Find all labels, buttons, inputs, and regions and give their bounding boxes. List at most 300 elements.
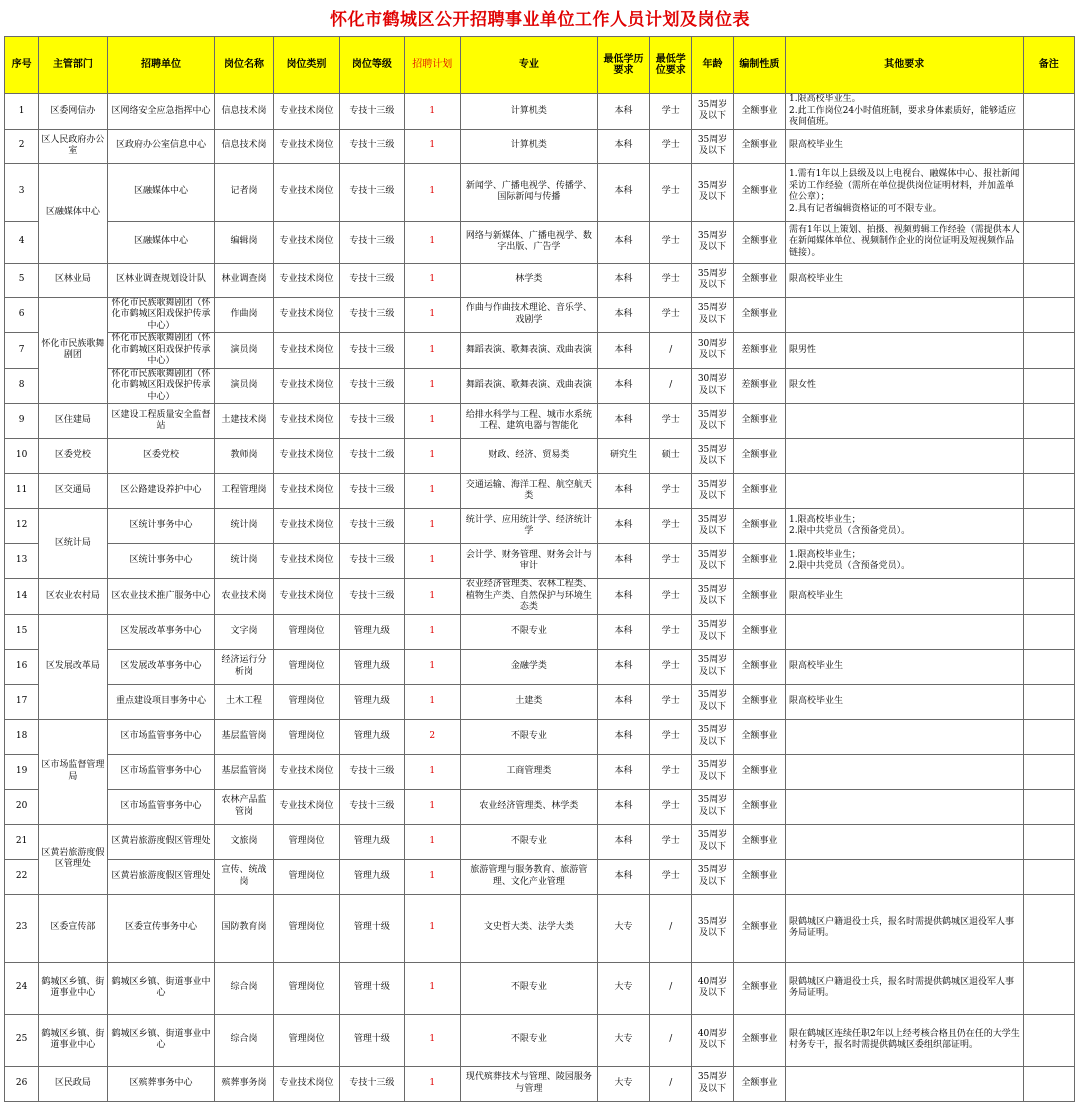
note-cell	[1023, 544, 1074, 579]
major-cell: 林学类	[460, 263, 597, 297]
nature-cell: 差额事业	[733, 333, 785, 369]
unit-cell: 区市场监管事务中心	[107, 754, 215, 789]
unit-cell: 重点建设项目事务中心	[107, 684, 215, 719]
post-cell: 土建技术岗	[215, 404, 273, 439]
plan-cell: 1	[404, 789, 460, 824]
post-cell: 统计岗	[215, 509, 273, 544]
type-cell: 管理岗位	[273, 1014, 339, 1066]
age-cell: 30周岁及以下	[692, 333, 733, 369]
nature-cell: 全额事业	[733, 94, 785, 130]
type-cell: 专业技术岗位	[273, 263, 339, 297]
age-cell: 35周岁及以下	[692, 789, 733, 824]
department-cell: 区委党校	[39, 439, 107, 474]
nature-cell: 全额事业	[733, 754, 785, 789]
post-cell: 编辑岗	[215, 221, 273, 263]
note-cell	[1023, 439, 1074, 474]
department-cell: 区人民政府办公室	[39, 129, 107, 163]
table-row	[5, 221, 1075, 263]
plan-cell: 1	[404, 614, 460, 649]
major-cell: 现代殡葬技术与管理、陵园服务与管理	[460, 1066, 597, 1101]
row-number-cell: 7	[5, 333, 39, 369]
type-cell: 专业技术岗位	[273, 163, 339, 221]
row-number-cell: 19	[5, 754, 39, 789]
nature-cell: 全额事业	[733, 297, 785, 333]
type-cell: 专业技术岗位	[273, 579, 339, 615]
nature-cell: 全额事业	[733, 894, 785, 962]
age-cell: 35周岁及以下	[692, 649, 733, 684]
degree-cell: 学士	[650, 404, 692, 439]
other-cell: 限高校毕业生	[786, 579, 1024, 615]
table-row	[5, 649, 1075, 684]
plan-cell: 1	[404, 368, 460, 404]
other-cell	[786, 614, 1024, 649]
table-row	[5, 509, 1075, 544]
unit-cell: 区融媒体中心	[107, 221, 215, 263]
degree-cell: /	[650, 962, 692, 1014]
major-cell: 作曲与作曲技术理论、音乐学、戏剧学	[460, 297, 597, 333]
row-number-cell: 24	[5, 962, 39, 1014]
row-number-cell: 20	[5, 789, 39, 824]
note-cell	[1023, 368, 1074, 404]
nature-cell: 全额事业	[733, 962, 785, 1014]
unit-cell: 区统计事务中心	[107, 544, 215, 579]
note-cell	[1023, 614, 1074, 649]
other-cell: 限在鹤城区连续任职2年以上经考核合格且仍在任的大学生村务专干，报名时需提供鹤城区委组织部证明。	[786, 1014, 1024, 1066]
degree-cell: 学士	[650, 719, 692, 754]
table-row	[5, 824, 1075, 859]
other-cell: 1.限高校毕业生； 2.限中共党员（含预备党员）。	[786, 509, 1024, 544]
edu-cell: 研究生	[597, 439, 649, 474]
unit-cell: 区发展改革事务中心	[107, 614, 215, 649]
plan-cell: 1	[404, 859, 460, 894]
type-cell: 管理岗位	[273, 894, 339, 962]
other-cell	[786, 824, 1024, 859]
type-cell: 专业技术岗位	[273, 94, 339, 130]
nature-cell: 全额事业	[733, 789, 785, 824]
level-cell: 专技十二级	[340, 439, 404, 474]
other-cell: 限鹤城区户籍退役士兵，报名时需提供鹤城区退役军人事务局证明。	[786, 962, 1024, 1014]
table-row	[5, 163, 1075, 221]
degree-cell: 学士	[650, 544, 692, 579]
other-cell	[786, 754, 1024, 789]
type-cell: 专业技术岗位	[273, 544, 339, 579]
nature-cell: 全额事业	[733, 1014, 785, 1066]
post-cell: 殡葬事务岗	[215, 1066, 273, 1101]
level-cell: 管理十级	[340, 962, 404, 1014]
nature-cell: 全额事业	[733, 129, 785, 163]
age-cell: 35周岁及以下	[692, 163, 733, 221]
other-cell: 限鹤城区户籍退役士兵，报名时需提供鹤城区退役军人事务局证明。	[786, 894, 1024, 962]
plan-cell: 1	[404, 333, 460, 369]
post-cell: 工程管理岗	[215, 474, 273, 509]
note-cell	[1023, 474, 1074, 509]
other-cell	[786, 719, 1024, 754]
other-cell: 1.需有1年以上县级及以上电视台、融媒体中心、报社新闻采访工作经验（需所在单位提供岗位证明材料，并加盖单位公章）； 2.具有记者编辑资格证的可不限专业。	[786, 163, 1024, 221]
age-cell: 35周岁及以下	[692, 684, 733, 719]
other-cell: 限高校毕业生	[786, 129, 1024, 163]
department-cell: 区发展改革局	[39, 614, 107, 719]
level-cell: 专技十三级	[340, 1066, 404, 1101]
degree-cell: /	[650, 1066, 692, 1101]
other-cell: 1.限高校毕业生； 2.限中共党员（含预备党员）。	[786, 544, 1024, 579]
header-cell: 备注	[1023, 37, 1074, 94]
nature-cell: 全额事业	[733, 221, 785, 263]
age-cell: 35周岁及以下	[692, 719, 733, 754]
degree-cell: 学士	[650, 129, 692, 163]
plan-cell: 1	[404, 439, 460, 474]
department-cell: 区委网信办	[39, 94, 107, 130]
plan-cell: 1	[404, 579, 460, 615]
type-cell: 专业技术岗位	[273, 404, 339, 439]
row-number-cell: 15	[5, 614, 39, 649]
level-cell: 专技十三级	[340, 297, 404, 333]
post-cell: 文旅岗	[215, 824, 273, 859]
major-cell: 给排水科学与工程、城市水系统工程、建筑电器与智能化	[460, 404, 597, 439]
note-cell	[1023, 649, 1074, 684]
type-cell: 管理岗位	[273, 962, 339, 1014]
table-row	[5, 474, 1075, 509]
edu-cell: 大专	[597, 1014, 649, 1066]
plan-cell: 1	[404, 754, 460, 789]
age-cell: 35周岁及以下	[692, 439, 733, 474]
age-cell: 35周岁及以下	[692, 894, 733, 962]
edu-cell: 本科	[597, 221, 649, 263]
table-row	[5, 94, 1075, 130]
degree-cell: 学士	[650, 824, 692, 859]
row-number-cell: 13	[5, 544, 39, 579]
nature-cell: 全额事业	[733, 263, 785, 297]
plan-cell: 1	[404, 824, 460, 859]
edu-cell: 本科	[597, 544, 649, 579]
table-row	[5, 1014, 1075, 1066]
unit-cell: 区建设工程质量安全监督站	[107, 404, 215, 439]
edu-cell: 本科	[597, 754, 649, 789]
age-cell: 35周岁及以下	[692, 297, 733, 333]
row-number-cell: 6	[5, 297, 39, 333]
age-cell: 35周岁及以下	[692, 509, 733, 544]
age-cell: 35周岁及以下	[692, 404, 733, 439]
header-cell: 编制性质	[733, 37, 785, 94]
other-cell	[786, 789, 1024, 824]
plan-cell: 1	[404, 129, 460, 163]
edu-cell: 本科	[597, 824, 649, 859]
row-number-cell: 22	[5, 859, 39, 894]
plan-cell: 1	[404, 1066, 460, 1101]
level-cell: 专技十三级	[340, 221, 404, 263]
post-cell: 林业调查岗	[215, 263, 273, 297]
edu-cell: 本科	[597, 297, 649, 333]
note-cell	[1023, 894, 1074, 962]
table-row	[5, 894, 1075, 962]
degree-cell: /	[650, 894, 692, 962]
note-cell	[1023, 962, 1074, 1014]
edu-cell: 本科	[597, 789, 649, 824]
other-cell	[786, 404, 1024, 439]
header-cell: 岗位名称	[215, 37, 273, 94]
plan-cell: 1	[404, 894, 460, 962]
note-cell	[1023, 859, 1074, 894]
row-number-cell: 26	[5, 1066, 39, 1101]
major-cell: 不限专业	[460, 1014, 597, 1066]
department-cell: 区黄岩旅游度假区管理处	[39, 824, 107, 894]
major-cell: 文史哲大类、法学大类	[460, 894, 597, 962]
level-cell: 专技十三级	[340, 368, 404, 404]
unit-cell: 区黄岩旅游度假区管理处	[107, 859, 215, 894]
level-cell: 管理十级	[340, 894, 404, 962]
type-cell: 管理岗位	[273, 824, 339, 859]
level-cell: 专技十三级	[340, 509, 404, 544]
degree-cell: /	[650, 368, 692, 404]
other-cell	[786, 859, 1024, 894]
degree-cell: 学士	[650, 474, 692, 509]
degree-cell: 学士	[650, 684, 692, 719]
row-number-cell: 4	[5, 221, 39, 263]
note-cell	[1023, 129, 1074, 163]
type-cell: 管理岗位	[273, 614, 339, 649]
other-cell: 限高校毕业生	[786, 263, 1024, 297]
other-cell: 限男性	[786, 333, 1024, 369]
degree-cell: 学士	[650, 579, 692, 615]
major-cell: 不限专业	[460, 614, 597, 649]
other-cell	[786, 297, 1024, 333]
note-cell	[1023, 404, 1074, 439]
major-cell: 农业经济管理类、农林工程类、植物生产类、自然保护与环境生态类	[460, 579, 597, 615]
post-cell: 经济运行分析岗	[215, 649, 273, 684]
other-cell: 限女性	[786, 368, 1024, 404]
post-cell: 基层监管岗	[215, 754, 273, 789]
row-number-cell: 3	[5, 163, 39, 221]
nature-cell: 全额事业	[733, 859, 785, 894]
major-cell: 计算机类	[460, 129, 597, 163]
table-row	[5, 333, 1075, 369]
unit-cell: 区公路建设养护中心	[107, 474, 215, 509]
post-cell: 宣传、统战岗	[215, 859, 273, 894]
other-cell: 需有1年以上策划、拍摄、视频剪辑工作经验（需提供本人在新闻媒体单位、视频制作企业的岗位证明及短视频作品链接）。	[786, 221, 1024, 263]
edu-cell: 大专	[597, 962, 649, 1014]
table-row	[5, 719, 1075, 754]
edu-cell: 大专	[597, 894, 649, 962]
level-cell: 专技十三级	[340, 333, 404, 369]
age-cell: 35周岁及以下	[692, 754, 733, 789]
note-cell	[1023, 333, 1074, 369]
unit-cell: 怀化市民族歌舞剧团（怀化市鹤城区阳戏保护传承中心）	[107, 333, 215, 369]
type-cell: 管理岗位	[273, 859, 339, 894]
row-number-cell: 9	[5, 404, 39, 439]
level-cell: 专技十三级	[340, 579, 404, 615]
level-cell: 管理九级	[340, 614, 404, 649]
major-cell: 不限专业	[460, 824, 597, 859]
edu-cell: 本科	[597, 649, 649, 684]
edu-cell: 本科	[597, 509, 649, 544]
table-row	[5, 368, 1075, 404]
age-cell: 35周岁及以下	[692, 221, 733, 263]
age-cell: 35周岁及以下	[692, 94, 733, 130]
edu-cell: 本科	[597, 163, 649, 221]
degree-cell: /	[650, 333, 692, 369]
row-number-cell: 16	[5, 649, 39, 684]
major-cell: 统计学、应用统计学、经济统计学	[460, 509, 597, 544]
other-cell	[786, 439, 1024, 474]
degree-cell: 学士	[650, 94, 692, 130]
nature-cell: 全额事业	[733, 1066, 785, 1101]
unit-cell: 怀化市民族歌舞剧团（怀化市鹤城区阳戏保护传承中心）	[107, 368, 215, 404]
major-cell: 土建类	[460, 684, 597, 719]
major-cell: 金融学类	[460, 649, 597, 684]
major-cell: 舞蹈表演、歌舞表演、戏曲表演	[460, 368, 597, 404]
type-cell: 管理岗位	[273, 684, 339, 719]
type-cell: 专业技术岗位	[273, 297, 339, 333]
type-cell: 专业技术岗位	[273, 509, 339, 544]
header-cell: 招聘单位	[107, 37, 215, 94]
table-row	[5, 789, 1075, 824]
table-row	[5, 1066, 1075, 1101]
level-cell: 管理九级	[340, 719, 404, 754]
plan-cell: 1	[404, 509, 460, 544]
other-cell: 限高校毕业生	[786, 649, 1024, 684]
degree-cell: 学士	[650, 221, 692, 263]
department-cell: 区融媒体中心	[39, 163, 107, 263]
type-cell: 专业技术岗位	[273, 439, 339, 474]
header-cell: 主管部门	[39, 37, 107, 94]
edu-cell: 本科	[597, 368, 649, 404]
level-cell: 管理九级	[340, 649, 404, 684]
major-cell: 不限专业	[460, 962, 597, 1014]
note-cell	[1023, 579, 1074, 615]
other-cell: 1.限高校毕业生。 2.此工作岗位24小时值班制，要求身体素质好，能够适应夜间值班。	[786, 94, 1024, 130]
level-cell: 专技十三级	[340, 263, 404, 297]
nature-cell: 全额事业	[733, 474, 785, 509]
age-cell: 35周岁及以下	[692, 263, 733, 297]
degree-cell: 学士	[650, 614, 692, 649]
edu-cell: 本科	[597, 859, 649, 894]
age-cell: 35周岁及以下	[692, 474, 733, 509]
note-cell	[1023, 221, 1074, 263]
header-cell: 序号	[5, 37, 39, 94]
edu-cell: 本科	[597, 94, 649, 130]
unit-cell: 区融媒体中心	[107, 163, 215, 221]
post-cell: 农业技术岗	[215, 579, 273, 615]
level-cell: 管理九级	[340, 859, 404, 894]
note-cell	[1023, 263, 1074, 297]
row-number-cell: 23	[5, 894, 39, 962]
level-cell: 专技十三级	[340, 544, 404, 579]
plan-cell: 1	[404, 1014, 460, 1066]
header-cell: 年龄	[692, 37, 733, 94]
table-row	[5, 684, 1075, 719]
post-cell: 教师岗	[215, 439, 273, 474]
degree-cell: 学士	[650, 649, 692, 684]
note-cell	[1023, 684, 1074, 719]
row-number-cell: 12	[5, 509, 39, 544]
note-cell	[1023, 789, 1074, 824]
nature-cell: 全额事业	[733, 579, 785, 615]
table-row	[5, 614, 1075, 649]
nature-cell: 全额事业	[733, 509, 785, 544]
plan-cell: 1	[404, 474, 460, 509]
row-number-cell: 5	[5, 263, 39, 297]
type-cell: 专业技术岗位	[273, 368, 339, 404]
department-cell: 区农业农村局	[39, 579, 107, 615]
age-cell: 40周岁及以下	[692, 1014, 733, 1066]
row-number-cell: 25	[5, 1014, 39, 1066]
header-row	[5, 37, 1075, 94]
post-cell: 土木工程	[215, 684, 273, 719]
note-cell	[1023, 754, 1074, 789]
level-cell: 管理十级	[340, 1014, 404, 1066]
unit-cell: 区政府办公室信息中心	[107, 129, 215, 163]
major-cell: 新闻学、广播电视学、传播学、国际新闻与传播	[460, 163, 597, 221]
plan-cell: 1	[404, 684, 460, 719]
row-number-cell: 21	[5, 824, 39, 859]
type-cell: 专业技术岗位	[273, 1066, 339, 1101]
department-cell: 区统计局	[39, 509, 107, 579]
degree-cell: 学士	[650, 509, 692, 544]
recruitment-table	[4, 36, 1075, 1102]
plan-cell: 1	[404, 404, 460, 439]
degree-cell: 学士	[650, 163, 692, 221]
header-cell: 招聘计划	[404, 37, 460, 94]
post-cell: 国防教育岗	[215, 894, 273, 962]
edu-cell: 本科	[597, 263, 649, 297]
edu-cell: 本科	[597, 333, 649, 369]
major-cell: 工商管理类	[460, 754, 597, 789]
degree-cell: 学士	[650, 297, 692, 333]
edu-cell: 本科	[597, 614, 649, 649]
major-cell: 交通运输、海洋工程、航空航天类	[460, 474, 597, 509]
age-cell: 40周岁及以下	[692, 962, 733, 1014]
table-row	[5, 404, 1075, 439]
edu-cell: 大专	[597, 1066, 649, 1101]
nature-cell: 全额事业	[733, 439, 785, 474]
edu-cell: 本科	[597, 684, 649, 719]
department-cell: 怀化市民族歌舞剧团	[39, 297, 107, 404]
table-row	[5, 263, 1075, 297]
header-cell: 最低学位要求	[650, 37, 692, 94]
plan-cell: 1	[404, 297, 460, 333]
type-cell: 专业技术岗位	[273, 789, 339, 824]
post-cell: 信息技术岗	[215, 129, 273, 163]
header-cell: 岗位等级	[340, 37, 404, 94]
unit-cell: 区委党校	[107, 439, 215, 474]
age-cell: 30周岁及以下	[692, 368, 733, 404]
note-cell	[1023, 719, 1074, 754]
post-cell: 信息技术岗	[215, 94, 273, 130]
post-cell: 作曲岗	[215, 297, 273, 333]
plan-cell: 2	[404, 719, 460, 754]
level-cell: 管理九级	[340, 684, 404, 719]
edu-cell: 本科	[597, 474, 649, 509]
post-cell: 文字岗	[215, 614, 273, 649]
table-row	[5, 754, 1075, 789]
unit-cell: 怀化市民族歌舞剧团（怀化市鹤城区阳戏保护传承中心）	[107, 297, 215, 333]
type-cell: 管理岗位	[273, 719, 339, 754]
age-cell: 35周岁及以下	[692, 824, 733, 859]
other-cell	[786, 1066, 1024, 1101]
header-cell: 岗位类别	[273, 37, 339, 94]
degree-cell: 学士	[650, 859, 692, 894]
major-cell: 会计学、财务管理、财务会计与审计	[460, 544, 597, 579]
other-cell: 限高校毕业生	[786, 684, 1024, 719]
table-row	[5, 962, 1075, 1014]
page-title: 怀化市鹤城区公开招聘事业单位工作人员计划及岗位表	[330, 10, 750, 30]
nature-cell: 全额事业	[733, 614, 785, 649]
header-cell: 其他要求	[786, 37, 1024, 94]
row-number-cell: 10	[5, 439, 39, 474]
department-cell: 区林业局	[39, 263, 107, 297]
degree-cell: 学士	[650, 754, 692, 789]
table-row	[5, 859, 1075, 894]
age-cell: 35周岁及以下	[692, 614, 733, 649]
